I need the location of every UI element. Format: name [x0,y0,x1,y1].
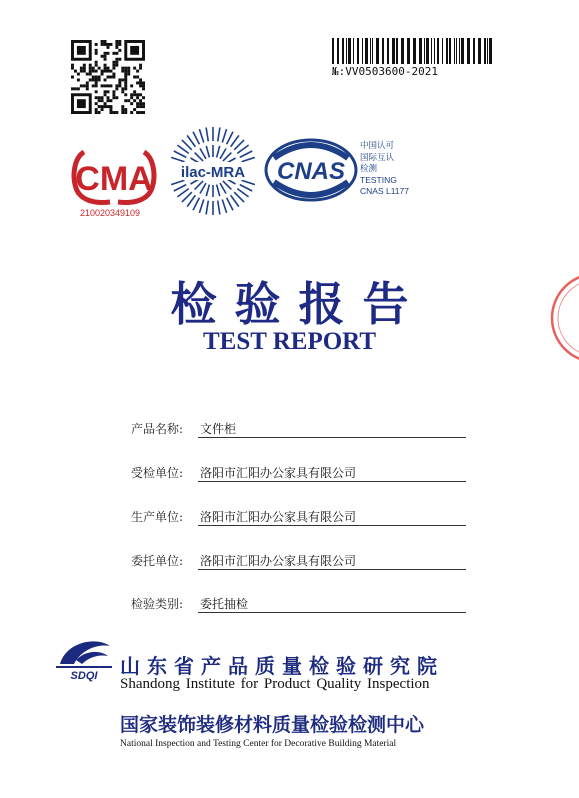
institute-name-cn: 山东省产品质量检验研究院 [120,654,444,678]
field-value: 洛阳市汇阳办公家具有限公司 [200,554,357,568]
cma-logo-text: CMA [75,160,153,198]
field-value: 委托抽检 [200,597,249,611]
center-name-cn: 国家装饰装修材料质量检验检测中心 [120,714,425,736]
red-seal-stamp [546,268,579,368]
report-title-en: TEST REPORT [202,328,377,355]
field-client [131,550,471,570]
underline [198,437,466,438]
cnas-line: 检测 [360,163,378,173]
field-inspection-type [131,593,471,613]
field-label: 受检单位: [131,466,184,480]
underline [198,569,466,570]
field-product-name [131,418,471,438]
underline [198,525,466,526]
cma-number: 210020349109 [80,208,141,218]
cma-logo [70,146,158,206]
cnas-logo [264,138,358,202]
certificate-number: №:VV0503600-2021 [332,65,438,78]
cnas-line: 国际互认 [360,151,395,162]
cnas-line: CNAS L1177 [360,186,409,196]
barcode [332,38,494,64]
cnas-accreditation-text [360,140,409,198]
field-value: 洛阳市汇阳办公家具有限公司 [200,466,357,480]
cnas-logo-text: CNAS [276,158,346,185]
field-value: 洛阳市汇阳办公家具有限公司 [200,510,357,524]
institute-name-en: Shandong Institute for Product Quality Inspection [120,676,430,692]
field-label: 产品名称: [131,422,184,436]
field-label: 生产单位: [131,510,184,524]
field-inspected-unit [131,462,471,482]
field-manufacturer [131,506,471,526]
center-name-en: National Inspection and Testing Center for Decorative Building Material [120,739,397,749]
cnas-line: TESTING [360,174,397,185]
field-value: 文件柜 [200,422,237,436]
sdqi-logo [52,636,116,682]
report-title-cn: 检验报告 [170,277,427,331]
underline [198,481,466,482]
field-label: 委托单位: [131,554,184,568]
qr-code [71,40,145,114]
ilac-mra-logo [166,124,260,218]
field-label: 检验类别: [131,597,184,611]
sdqi-logo-text: SDQI [70,670,98,682]
cnas-line: 中国认可 [360,140,395,150]
underline [198,612,466,613]
ilac-logo-text: ilac-MRA [180,164,246,181]
